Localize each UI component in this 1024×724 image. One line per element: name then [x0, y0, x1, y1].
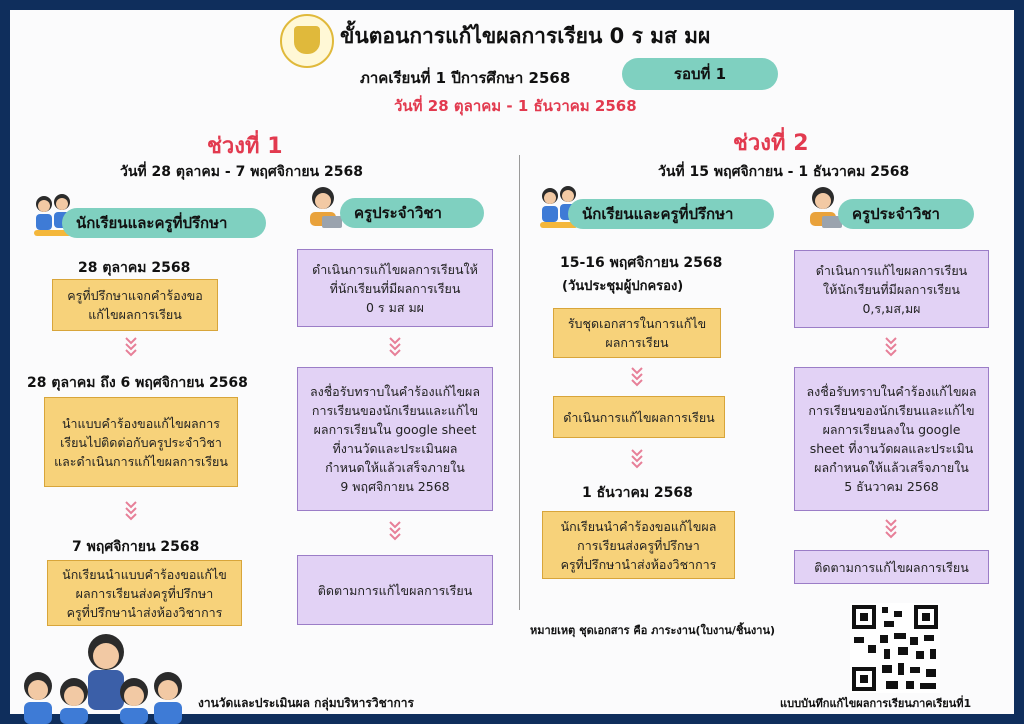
- phase1-step1-date: 28 ตุลาคม 2568: [78, 260, 191, 276]
- phase1-student-header: นักเรียนและครูที่ปรึกษา: [62, 208, 266, 238]
- qr-code-icon: [850, 603, 940, 693]
- phase1-teacher-step1: ดำเนินการแก้ไขผลการเรียนให้ ที่นักเรียนที่มีผลการเรียน 0 ร มส มผ: [297, 249, 493, 327]
- phase2-student-step1: รับชุดเอกสารในการแก้ไข ผลการเรียน: [553, 308, 721, 358]
- phase2-teacher-step3: ติดตามการแก้ไขผลการเรียน: [794, 550, 989, 584]
- phase1-teacher-step3: ติดตามการแก้ไขผลการเรียน: [297, 555, 493, 625]
- phase1-student-step1: ครูที่ปรึกษาแจกคำร้องขอ แก้ไขผลการเรียน: [52, 279, 218, 331]
- phase2-date: วันที่ 15 พฤศจิกายน - 1 ธันวาคม 2568: [658, 164, 910, 180]
- phase2-student-step3: นักเรียนนำคำร้องขอแก้ไขผล การเรียนส่งครูที่ปรึกษา ครูที่ปรึกษานำส่งห้องวิชาการ: [542, 511, 735, 579]
- teacher-icon: [300, 184, 346, 232]
- phase1-title: ช่วงที่ 1: [207, 134, 283, 159]
- chevron-down-icon: [884, 518, 898, 540]
- chevron-down-icon: [388, 336, 402, 358]
- phase2-teacher-header: ครูประจำวิชา: [838, 199, 974, 229]
- phase2-title: ช่วงที่ 2: [733, 131, 809, 156]
- phase2-teacher-step1: ดำเนินการแก้ไขผลการเรียน ให้นักเรียนที่มีผลการเรียน 0,ร,มส,มผ: [794, 250, 989, 328]
- footer-form-label: แบบบันทึกแก้ไขผลการเรียนภาคเรียนที่1: [780, 697, 972, 710]
- phase1-teacher-step2: ลงชื่อรับทราบในคำร้องแก้ไขผล การเรียนของนักเรียนและแก้ไข ผลการเรียนใน google sheet ที่งานวัดและประเมินผล กำหนดให้แล้วเสร็จภายใน 9 พฤศจิกายน 2568: [297, 367, 493, 511]
- page-title: ขั้นตอนการแก้ไขผลการเรียน 0 ร มส มผ: [340, 24, 711, 48]
- chevron-down-icon: [884, 336, 898, 358]
- phase2-step1-date: 15-16 พฤศจิกายน 2568: [560, 255, 723, 271]
- footer-department: งานวัดและประเมินผล กลุ่มบริหารวิชาการ: [198, 696, 414, 710]
- semester-subtitle: ภาคเรียนที่ 1 ปีการศึกษา 2568: [360, 69, 571, 87]
- overall-date-range: วันที่ 28 ตุลาคม - 1 ธันวาคม 2568: [394, 97, 637, 115]
- round-badge: รอบที่ 1: [622, 58, 778, 90]
- phase2-teacher-step2: ลงชื่อรับทราบในคำร้องแก้ไขผล การเรียนของนักเรียนและแก้ไข ผลการเรียนลงใน google sheet ที่งานวัดผลและประเมิน ผลกำหนดให้แล้วเสร็จภายใน 5 ธันวาคม 2568: [794, 367, 989, 511]
- chevron-down-icon: [630, 448, 644, 470]
- kids-group-illustration: [14, 630, 194, 724]
- column-divider: [519, 155, 520, 610]
- chevron-down-icon: [388, 520, 402, 542]
- phase2-step1-subdate: (วันประชุมผู้ปกครอง): [562, 279, 684, 294]
- phase1-student-step3: นักเรียนนำแบบคำร้องขอแก้ไข ผลการเรียนส่งครูที่ปรึกษา ครูที่ปรึกษานำส่งห้องวิชาการ: [47, 560, 242, 626]
- phase2-student-header: นักเรียนและครูที่ปรึกษา: [568, 199, 774, 229]
- phase1-student-step2: นำแบบคำร้องขอแก้ไขผลการ เรียนไปติดต่อกับครูประจำวิชา และดำเนินการแก้ไขผลการเรียน: [44, 397, 238, 487]
- phase1-step3-date: 7 พฤศจิกายน 2568: [72, 539, 200, 555]
- phase2-student-step2: ดำเนินการแก้ไขผลการเรียน: [553, 396, 725, 438]
- phase1-step2-date: 28 ตุลาคม ถึง 6 พฤศจิกายน 2568: [27, 375, 248, 391]
- document-note: หมายเหตุ ชุดเอกสาร คือ ภาระงาน(ใบงาน/ชิ้นงาน): [530, 624, 776, 637]
- phase1-teacher-header: ครูประจำวิชา: [340, 198, 484, 228]
- chevron-down-icon: [124, 500, 138, 522]
- chevron-down-icon: [630, 366, 644, 388]
- chevron-down-icon: [124, 336, 138, 358]
- phase2-step3-date: 1 ธันวาคม 2568: [582, 485, 693, 501]
- phase1-date: วันที่ 28 ตุลาคม - 7 พฤศจิกายน 2568: [120, 164, 363, 180]
- school-logo-icon: [280, 14, 334, 68]
